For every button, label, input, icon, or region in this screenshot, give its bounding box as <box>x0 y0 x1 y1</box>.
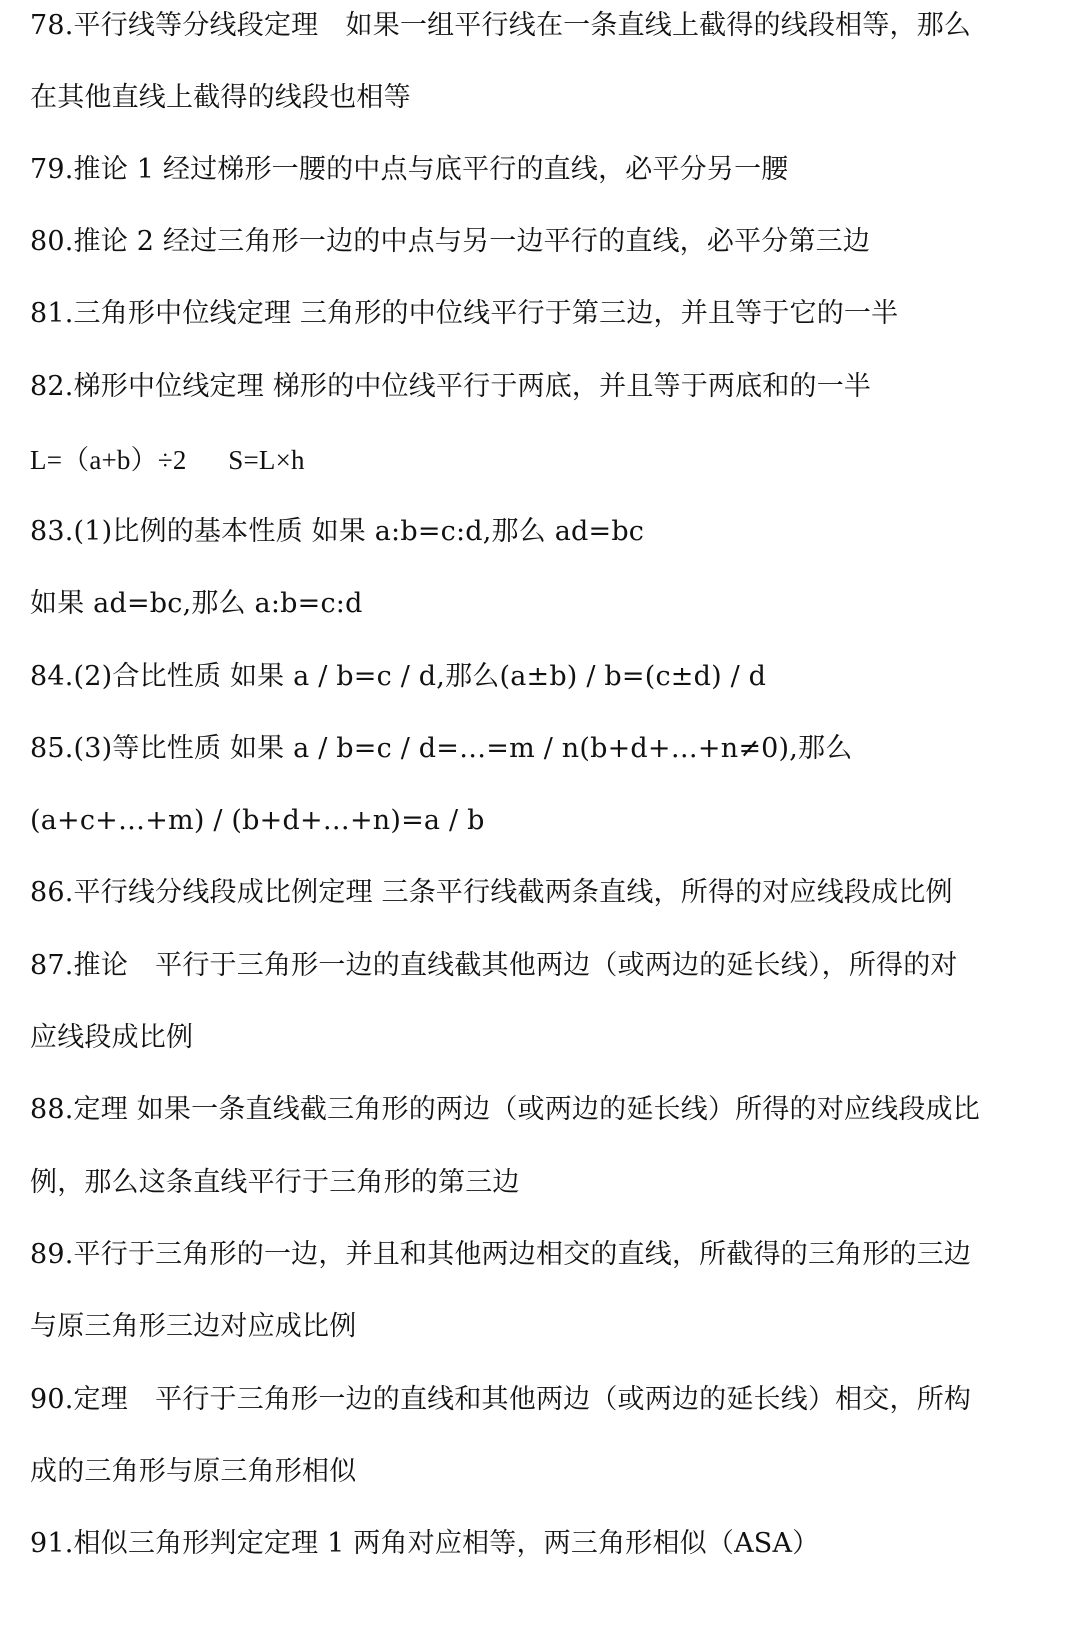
text-line-87a: 87.推论 平行于三角形一边的直线截其他两边（或两边的延长线），所得的对 <box>30 950 958 981</box>
text-line-86: 86.平行线分线段成比例定理 三条平行线截两条直线，所得的对应线段成比例 <box>30 877 953 908</box>
text-line-79: 79.推论 1 经过梯形一腰的中点与底平行的直线，必平分另一腰 <box>30 154 789 185</box>
text-line-90b: 成的三角形与原三角形相似 <box>30 1456 357 1487</box>
text-line-83b: 如果 ad=bc,那么 a:b=c:d <box>30 588 363 619</box>
text-line-80: 80.推论 2 经过三角形一边的中点与另一边平行的直线，必平分第三边 <box>30 226 871 257</box>
text-line-85b: (a+c+…+m) / (b+d+…+n)=a / b <box>30 805 485 836</box>
text-line-82-formula: L=（a+b）÷2 S=L×h <box>30 445 305 475</box>
text-line-83a: 83.(1)比例的基本性质 如果 a:b=c:d,那么 ad=bc <box>30 516 645 547</box>
text-line-89b: 与原三角形三边对应成比例 <box>30 1311 357 1342</box>
text-line-82: 82.梯形中位线定理 梯形的中位线平行于两底，并且等于两底和的一半 <box>30 371 872 402</box>
text-line-89a: 89.平行于三角形的一边，并且和其他两边相交的直线，所截得的三角形的三边 <box>30 1239 972 1270</box>
text-line-78a: 78.平行线等分线段定理 如果一组平行线在一条直线上截得的线段相等，那么 <box>30 10 972 41</box>
text-line-81: 81.三角形中位线定理 三角形的中位线平行于第三边，并且等于它的一半 <box>30 298 899 329</box>
text-line-84: 84.(2)合比性质 如果 a / b=c / d,那么(a±b) / b=(c±d) / d <box>30 661 767 692</box>
text-line-91: 91.相似三角形判定定理 1 两角对应相等，两三角形相似（ASA） <box>30 1528 820 1559</box>
text-line-78b: 在其他直线上截得的线段也相等 <box>30 82 411 113</box>
text-line-88b: 例，那么这条直线平行于三角形的第三边 <box>30 1167 520 1198</box>
text-line-88a: 88.定理 如果一条直线截三角形的两边（或两边的延长线）所得的对应线段成比 <box>30 1094 980 1125</box>
text-line-87b: 应线段成比例 <box>30 1022 194 1053</box>
text-line-90a: 90.定理 平行于三角形一边的直线和其他两边（或两边的延长线）相交，所构 <box>30 1384 972 1415</box>
text-line-85a: 85.(3)等比性质 如果 a / b=c / d=…=m / n(b+d+…+n≠0),那么 <box>30 733 853 764</box>
